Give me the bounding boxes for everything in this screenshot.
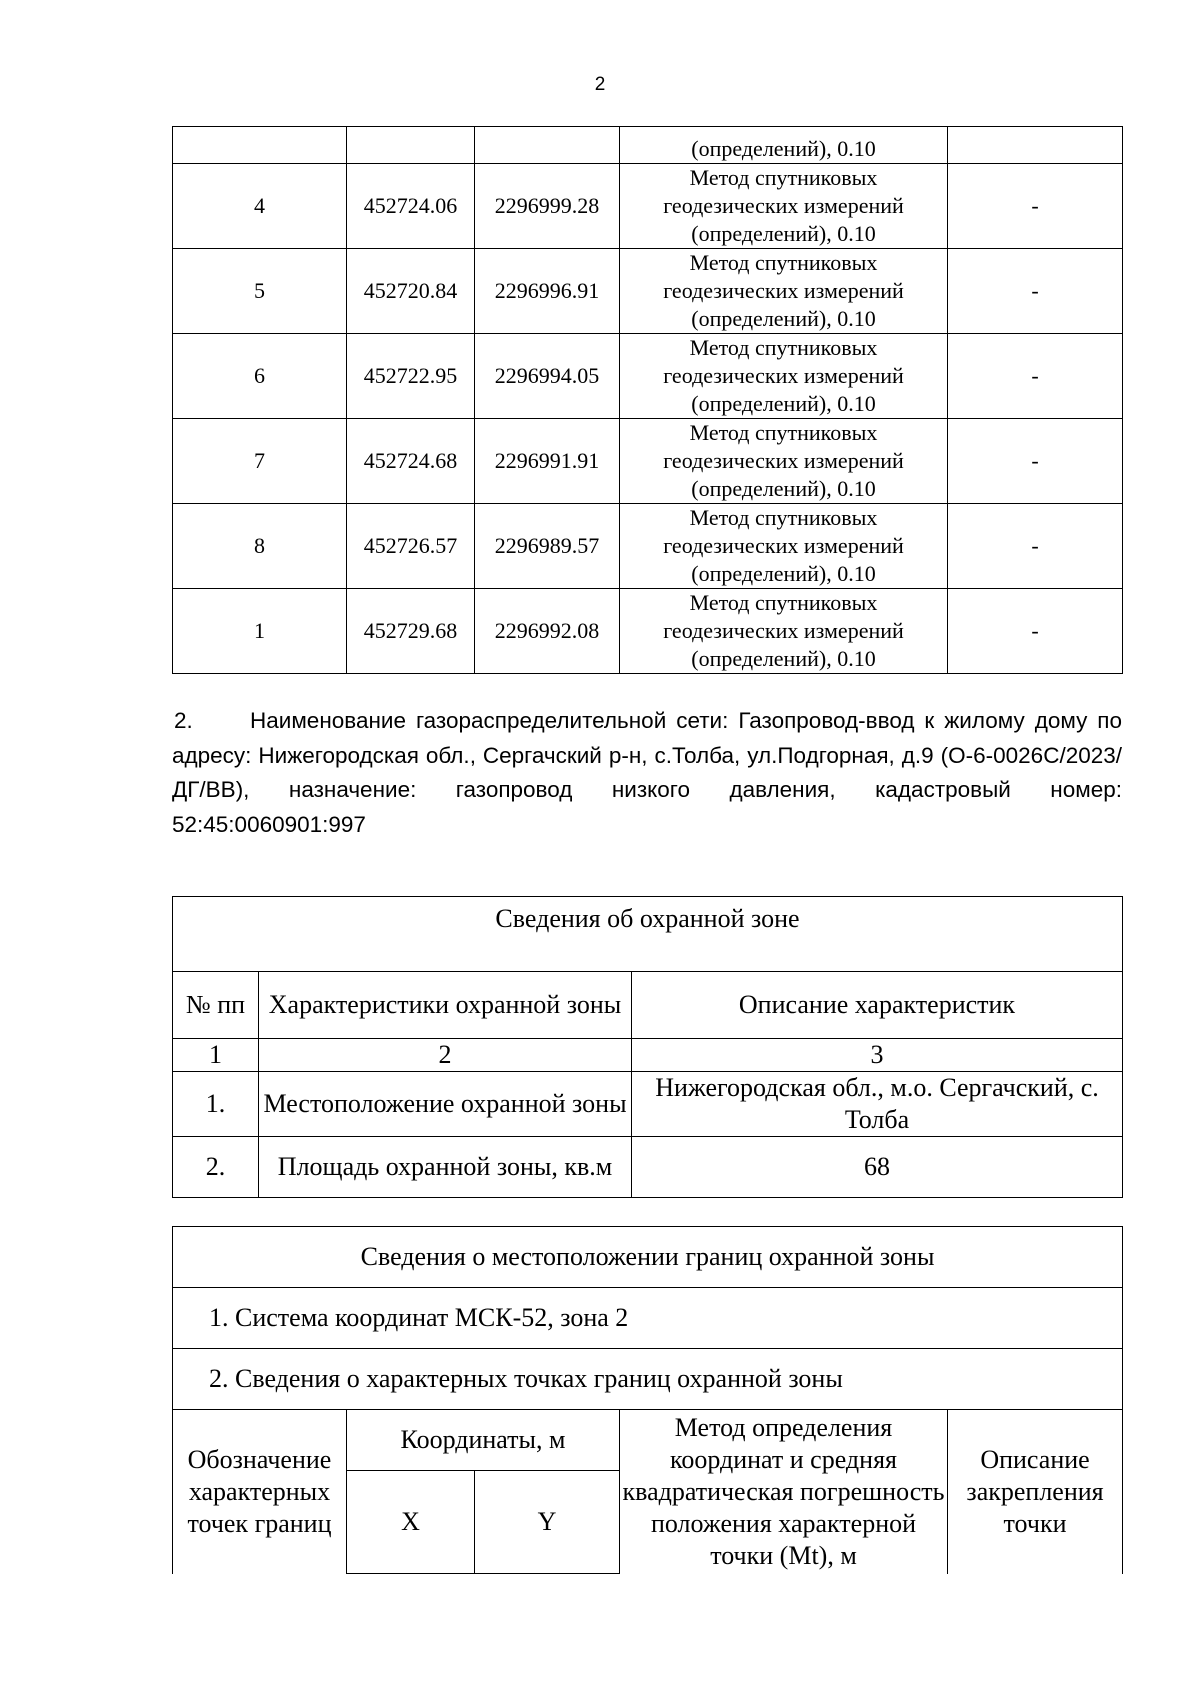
col-header-description: Описание характеристик bbox=[632, 972, 1123, 1039]
coord-system: 1. Система координат МСК-52, зона 2 bbox=[173, 1288, 1123, 1349]
y-cell: 2296991.91 bbox=[475, 419, 620, 504]
method-line: (определений), 0.10 bbox=[691, 306, 876, 331]
section-2-paragraph bbox=[172, 704, 1122, 842]
point-cell: 5 bbox=[173, 249, 347, 334]
zone-table-title: Сведения об охранной зоне bbox=[173, 897, 1123, 972]
point-cell: 6 bbox=[173, 334, 347, 419]
point-cell bbox=[173, 127, 347, 164]
table-row bbox=[173, 1137, 1123, 1198]
method-line: Метод спутниковых bbox=[689, 165, 878, 190]
row-value: 68 bbox=[632, 1137, 1123, 1198]
header-fix: Описание закрепления точки bbox=[948, 1410, 1123, 1574]
page-number: 2 bbox=[594, 74, 606, 95]
point-cell: 7 bbox=[173, 419, 347, 504]
fix-cell: - bbox=[948, 419, 1123, 504]
method-cell bbox=[620, 334, 948, 419]
x-cell: 452726.57 bbox=[347, 504, 475, 589]
y-cell: 2296996.91 bbox=[475, 249, 620, 334]
section-text: Наименование газораспределительной сети: Газопровод-ввод к жилому дому по адресу: Нижегородская обл., Сергачский р-н, с.Толба, ул.Подгорная, д.9 (О-6-0026С/2023/ДГ/ВВ), назначение: газопровод низкого давления, кадастровый номер: 52:45:0060901:997 bbox=[172, 708, 1122, 837]
header-y: Y bbox=[475, 1471, 620, 1574]
method-line: геодезических измерений bbox=[663, 448, 904, 473]
fix-cell: - bbox=[948, 164, 1123, 249]
method-line: (определений), 0.10 bbox=[691, 476, 876, 501]
points-title: 2. Сведения о характерных точках границ охранной зоны bbox=[173, 1349, 1123, 1410]
method-line: геодезических измерений bbox=[663, 533, 904, 558]
y-cell: 2296992.08 bbox=[475, 589, 620, 674]
method-line: (определений), 0.10 bbox=[691, 561, 876, 586]
method-cell bbox=[620, 589, 948, 674]
method-line: геодезических измерений bbox=[663, 618, 904, 643]
method-line: геодезических измерений bbox=[663, 278, 904, 303]
y-cell: 2296994.05 bbox=[475, 334, 620, 419]
fix-cell: - bbox=[948, 334, 1123, 419]
header-method: Метод определения координат и средняя квадратическая погрешность положения характерной точки (Mt), м bbox=[620, 1410, 948, 1574]
points-table-continuation bbox=[172, 126, 1123, 674]
table-row bbox=[173, 589, 1123, 674]
method-line: Метод спутниковых bbox=[689, 590, 878, 615]
row-name: Площадь охранной зоны, кв.м bbox=[259, 1137, 632, 1198]
col-index-2: 2 bbox=[259, 1039, 632, 1072]
table-row bbox=[173, 334, 1123, 419]
table-row bbox=[173, 419, 1123, 504]
method-cell bbox=[620, 504, 948, 589]
method-cell bbox=[620, 249, 948, 334]
point-cell: 4 bbox=[173, 164, 347, 249]
method-line: (определений), 0.10 bbox=[691, 391, 876, 416]
method-line: геодезических измерений bbox=[663, 193, 904, 218]
y-cell bbox=[475, 127, 620, 164]
col-header-num: № пп bbox=[173, 972, 259, 1039]
boundary-table-title: Сведения о местоположении границ охранной зоны bbox=[173, 1227, 1123, 1288]
method-line: геодезических измерений bbox=[663, 363, 904, 388]
fix-cell: - bbox=[948, 589, 1123, 674]
method-line: Метод спутниковых bbox=[689, 420, 878, 445]
point-cell: 1 bbox=[173, 589, 347, 674]
method-line: (определений), 0.10 bbox=[691, 221, 876, 246]
table-row-fragment bbox=[173, 127, 1123, 164]
row-num: 2. bbox=[173, 1137, 259, 1198]
table-row bbox=[173, 249, 1123, 334]
row-num: 1. bbox=[173, 1072, 259, 1137]
section-number: 2. bbox=[174, 708, 193, 733]
col-index-3: 3 bbox=[632, 1039, 1123, 1072]
header-coords: Координаты, м bbox=[347, 1410, 620, 1471]
y-cell: 2296999.28 bbox=[475, 164, 620, 249]
col-header-characteristic: Характеристики охранной зоны bbox=[259, 972, 632, 1039]
col-index-1: 1 bbox=[173, 1039, 259, 1072]
x-cell: 452720.84 bbox=[347, 249, 475, 334]
header-x: X bbox=[347, 1471, 475, 1574]
table-row bbox=[173, 164, 1123, 249]
x-cell: 452729.68 bbox=[347, 589, 475, 674]
y-cell: 2296989.57 bbox=[475, 504, 620, 589]
x-cell bbox=[347, 127, 475, 164]
method-line: Метод спутниковых bbox=[689, 250, 878, 275]
boundary-table bbox=[172, 1226, 1123, 1574]
row-name: Местоположение охранной зоны bbox=[259, 1072, 632, 1137]
fix-cell: - bbox=[948, 249, 1123, 334]
method-line: (определений), 0.10 bbox=[691, 646, 876, 671]
fix-cell bbox=[948, 127, 1123, 164]
method-cell bbox=[620, 419, 948, 504]
x-cell: 452724.06 bbox=[347, 164, 475, 249]
zone-info-table bbox=[172, 896, 1123, 1198]
method-line: Метод спутниковых bbox=[689, 505, 878, 530]
method-cell bbox=[620, 164, 948, 249]
method-cell: (определений), 0.10 bbox=[620, 127, 948, 164]
table-row bbox=[173, 504, 1123, 589]
table-row bbox=[173, 1072, 1123, 1137]
method-line: Метод спутниковых bbox=[689, 335, 878, 360]
header-point: Обозначение характерных точек границ bbox=[173, 1410, 347, 1574]
x-cell: 452722.95 bbox=[347, 334, 475, 419]
x-cell: 452724.68 bbox=[347, 419, 475, 504]
fix-cell: - bbox=[948, 504, 1123, 589]
row-value: Нижегородская обл., м.о. Сергачский, с. Толба bbox=[632, 1072, 1123, 1137]
point-cell: 8 bbox=[173, 504, 347, 589]
